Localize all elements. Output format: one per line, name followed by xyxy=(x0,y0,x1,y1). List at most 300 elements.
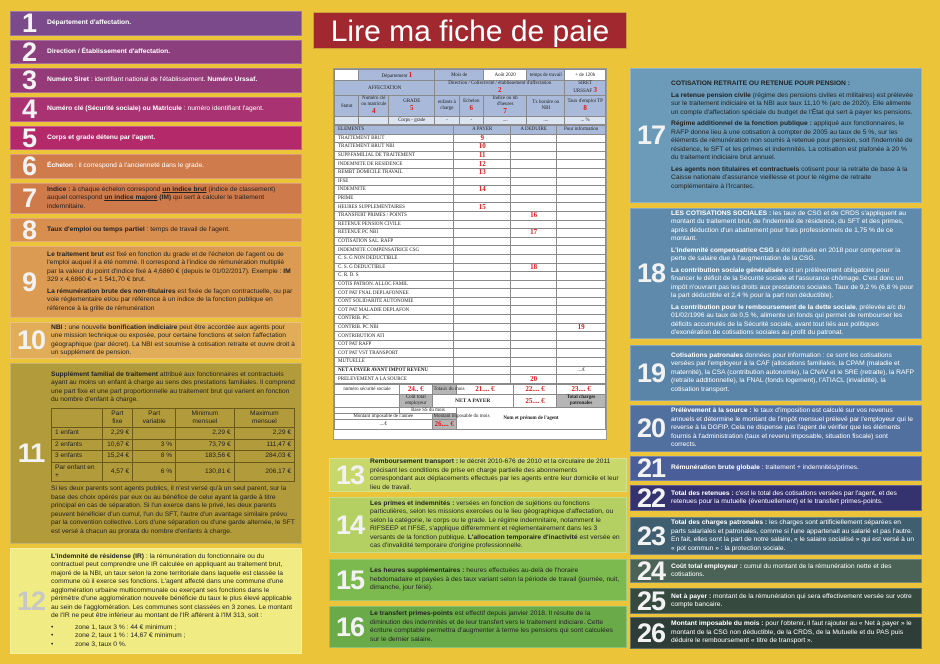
text-segment: : il correspond à l'ancienneté dans le grade. xyxy=(73,162,205,170)
amount-cell xyxy=(557,280,606,289)
cell-text: Direction / Collectivité / établissement d'affectation xyxy=(448,81,552,86)
amount-cell xyxy=(557,143,606,152)
amount-cell xyxy=(454,229,511,238)
section-13 xyxy=(329,458,627,492)
paragraph xyxy=(370,500,620,551)
column-headers xyxy=(335,126,606,135)
paragraph xyxy=(370,458,620,492)
payslip-cell: Montant imposable du mois xyxy=(433,413,490,419)
bold-text: Net à payer : xyxy=(671,592,712,600)
section-5 xyxy=(10,122,302,153)
bold-text: Total des charges patronales : xyxy=(671,519,768,526)
section-text xyxy=(671,352,921,395)
text-segment: : identifiant national de l'établissement. xyxy=(89,76,208,84)
section-text xyxy=(671,593,921,610)
cell-text: SIRET xyxy=(578,81,593,86)
section-number: 9 xyxy=(21,266,37,297)
amount-cell: 16 xyxy=(511,211,557,220)
amount-cell xyxy=(557,160,606,169)
bold-text: Cotisations patronales xyxy=(671,351,744,359)
element-label: RETENUE PENSION CIVILE xyxy=(335,220,454,229)
bold-text: L'allocation temporaire d'inactivité xyxy=(467,533,578,541)
bold-text: Montant imposable du mois : xyxy=(671,620,764,628)
payslip-row xyxy=(335,289,606,298)
section-7 xyxy=(10,183,302,214)
section-26 xyxy=(630,617,922,649)
section-text xyxy=(671,464,921,473)
section-number: 17 xyxy=(636,120,666,150)
table-cell: 10,67 € xyxy=(102,439,133,450)
marker-number: 1 xyxy=(408,71,413,79)
section-number: 26 xyxy=(636,617,666,648)
section-23 xyxy=(630,517,922,555)
text-segment: (régime des pensions civiles et militaires) est prélevée sur le traitement indiciaire et la NBI aux taux 11,10 % (a/c de 2020). Elle alimente un compte d'affectation spéciale du budget de l'État qui sert à payer les pensions. xyxy=(671,91,913,116)
amount-cell: 19 xyxy=(557,323,606,332)
table-cell: 3 enfants xyxy=(52,451,103,462)
element-label: REMBT DOMICILE TRAVAIL xyxy=(335,168,454,177)
bold-text: COTISATION RETRAITE OU RETENUE POUR PENSION : xyxy=(671,80,850,87)
element-label: COT PAT VST TRANSPORT xyxy=(335,349,454,358)
section-text xyxy=(47,134,301,143)
amount-cell xyxy=(557,134,606,143)
amount-cell xyxy=(511,306,557,315)
table-cell: 73,79 € xyxy=(176,439,235,450)
payslip-cell: Statut xyxy=(335,96,359,117)
paragraph xyxy=(671,120,915,163)
text-segment: (indice de classement) auquel correspond xyxy=(47,185,276,202)
section-number: 16 xyxy=(335,611,365,642)
section-text xyxy=(671,563,921,580)
section-15 xyxy=(329,559,627,601)
payslip-cell xyxy=(389,96,435,117)
amount-cell xyxy=(557,297,606,306)
amount-cell xyxy=(454,194,511,203)
section-number: 5 xyxy=(21,122,37,153)
paragraph xyxy=(671,166,915,192)
bold-text: LES COTISATIONS SOCIALES : xyxy=(671,209,772,217)
amount-cell xyxy=(557,375,606,384)
bold-text: Corps et grade détenu par l'agent. xyxy=(47,133,156,141)
payslip-row xyxy=(335,340,606,349)
text-segment: est fixée de façon contractuelle, ou par voie réglementaire et/ou par référence à un indice de la fonction publique en référence à la grille de rémunération xyxy=(47,287,293,312)
amount-cell xyxy=(511,272,557,281)
text-segment: appliqué aux fonctionnaires, le RAFP donne lieu à une cotisation à compter de 2005 au taux de 5 %, sur les éléments de rémunération non soumis à retenue pour pension, soit l'indemnité de résidence, le SFT et les primes et indemnités. La cotisation est plafonée à 20 % du traitement indiciaire brut annuel. xyxy=(671,120,913,161)
element-label: CONT SOLIDARITE AUTONOMIE xyxy=(335,297,454,306)
bold-text: bonification indiciaire xyxy=(108,323,178,331)
section-1 xyxy=(10,8,302,38)
cell-text: Echelon xyxy=(463,99,480,104)
cell-text: Indice ou nb d'heures xyxy=(492,96,518,107)
payslip-cell: enfants à charge xyxy=(435,96,459,117)
text-segment: qui sert à calculer le traitement indemnitaire. xyxy=(47,194,265,210)
bold-text: Régime additionnel de la fonction publique : xyxy=(671,120,812,127)
amount-cell: ....€ xyxy=(557,366,606,375)
amount-cell xyxy=(511,366,557,375)
paragraph xyxy=(51,324,295,358)
bold-text: un indice majoré xyxy=(104,194,158,202)
section-number: 13 xyxy=(335,459,365,490)
paragraph xyxy=(47,76,295,85)
bold-text: NBI : xyxy=(51,323,67,331)
payslip-cell xyxy=(483,96,526,117)
payslip-header xyxy=(334,69,606,125)
section-text xyxy=(47,105,301,114)
paragraph xyxy=(370,610,620,644)
paragraph xyxy=(51,553,295,621)
amount-cell: 14 xyxy=(454,186,511,195)
bold-text: un indice brut xyxy=(162,185,207,193)
section-9 xyxy=(10,246,302,318)
amount-cell xyxy=(511,143,557,152)
payslip xyxy=(333,68,607,440)
section-number: 7 xyxy=(21,183,37,213)
payslip-cell: Nom et prénom de l'agent xyxy=(456,407,605,429)
amount-cell xyxy=(511,134,557,143)
bold-text: La contribution sociale généralisée xyxy=(671,266,783,274)
text-segment: : temps de travail de l'agent. xyxy=(144,225,231,233)
section-text xyxy=(671,407,921,450)
bold-text: L'indemnité compensatrice CSG xyxy=(671,246,774,254)
amount-cell: 18 xyxy=(511,263,557,272)
amount-cell: 13 xyxy=(454,168,511,177)
section-14 xyxy=(329,497,627,553)
payslip-cell xyxy=(565,96,606,117)
text-segment: cotisent pour la retraite de base à la Caisse nationale d'assurance vieillesse et pour le régime de retraite complémentaire à l'Ircantec. xyxy=(671,165,908,190)
amount-cell xyxy=(557,246,606,255)
sft-table xyxy=(51,408,295,483)
bold-text: Indice : xyxy=(47,185,71,193)
element-label: SUPP.FAMILIAL DE TRAITEMENT xyxy=(335,151,454,160)
payslip-row xyxy=(335,246,606,255)
paragraph xyxy=(671,620,915,646)
table-cell: Par enfant en + xyxy=(52,462,103,482)
element-label: PRELEVEMENT A LA SOURCE xyxy=(335,375,454,384)
payslip-cell: AFFECTATION xyxy=(335,81,435,96)
amount-cell xyxy=(557,289,606,298)
paragraph xyxy=(47,288,295,314)
bold-text: Total des retenues : xyxy=(671,489,734,497)
text-segment: à chaque échelon correspond xyxy=(70,185,163,193)
element-label: RETENUE PC NBI xyxy=(335,229,454,238)
payslip-cell: ... % xyxy=(565,117,606,125)
table-cell: 111,47 € xyxy=(234,439,294,450)
bold-text: La rémunération brute des non-titulaires xyxy=(47,287,176,295)
amount-cell xyxy=(511,358,557,367)
table-header: Part fixe xyxy=(102,408,133,428)
amount-cell xyxy=(454,297,511,306)
bold-text: Les agents non titulaires et contractuels xyxy=(671,165,800,173)
text-segment: Si les deux parents sont agents publics, il n'est versé qu'à un seul parent, sur la base des choix opérés par eux ou au bénéfice de celui ayant la garde à titre principal en cas de séparation. Si l'un exerce dans le privé, les deux parents peuvent bénéficier d'un cumul, l'un du SFT, l'autre d'un avantage similaire prévu par la convention collective. Lors d'une séparation ou d'une garde alternée, le SFT est versé à chacun au prorata du nombre d'enfants à charge. xyxy=(51,485,295,535)
table-row xyxy=(52,462,295,482)
table-cell: 183,56 € xyxy=(176,451,235,462)
section-number: 10 xyxy=(16,325,46,355)
bold-text: Prélèvement à la source : xyxy=(671,407,752,415)
section-number: 1 xyxy=(21,8,37,38)
text-segment: : numéro identifiant l'agent. xyxy=(181,105,264,113)
bold-text: Direction / Établissement d'affectation. xyxy=(47,47,171,55)
amount-cell xyxy=(454,306,511,315)
table-cell: 15,24 € xyxy=(102,451,133,462)
element-label: C. S. G NON DEDUCTIBLE xyxy=(335,254,454,263)
payslip-row xyxy=(335,229,606,238)
bold-text: Département d'affectation. xyxy=(47,19,132,27)
list-text: zone 2, taux 1 % : 14,67 € minimum ; xyxy=(75,632,186,640)
payslip-cell xyxy=(359,117,389,125)
text-segment: le décrét 2010-676 de 2010 et la circulaire de 2011 précisant les conditions de prise en charge partielle des abonnements correspondant aux déplacements effectués par les agents entre leur domicile et leur lieu de travail. xyxy=(370,458,619,491)
amount-cell xyxy=(454,263,511,272)
payslip-row xyxy=(335,306,606,315)
paragraph xyxy=(51,485,295,536)
section-text xyxy=(671,80,921,191)
payslip-cell: Base SS du mois xyxy=(400,407,457,413)
payslip-row xyxy=(335,151,606,160)
payslip-cell xyxy=(335,70,359,81)
text-segment: : la rémunération du fonctionnaire ou du contractuel peut comprendre une IR calculée en appliquant au traitement brut, majoré de la NBI, un taux selon la zone territoriale dans laquelle est classée la commune où il exerce ses fonctions. L'agent affecté dans une commune d'une agglomération urbaine multicommunale ou exerçant ses fonctions dans le périmètre d'une agglomération nouvelle bénéficie du taux le plus élevé applicable au sein de l'agglomération. Les communes sont classées en 3 zones. Le montant de l'IR ne peut être inférieur au montant de l'IR afférent à l'IM 313, soit : xyxy=(51,552,293,620)
amount-cell xyxy=(557,203,606,212)
amount-cell xyxy=(511,289,557,298)
section-number: 25 xyxy=(636,585,666,616)
marker-number: 7 xyxy=(503,107,507,115)
amount-cell xyxy=(557,340,606,349)
column-header: A DEDUIRE xyxy=(511,126,557,135)
amount-cell xyxy=(557,358,606,367)
amount-cell xyxy=(454,211,511,220)
amount-cell xyxy=(511,349,557,358)
section-22 xyxy=(630,482,922,513)
payslip-cell: 22.... € xyxy=(513,384,556,394)
section-number: 22 xyxy=(636,482,666,513)
amount-cell xyxy=(557,349,606,358)
text-segment: , prélevée a/c du 01/02/1996 au taux de 0,5 %, alimente un fonds qui permet de rembourser les déficits accumulés de la Sécurité sociale, avant tout liés aux politiques d'exonération de cotisations sociales au profit du patronat. xyxy=(671,303,906,336)
marker-number: 2 xyxy=(498,86,502,94)
amount-cell xyxy=(454,366,511,375)
amount-cell xyxy=(557,151,606,160)
amount-cell: 17 xyxy=(511,229,557,238)
element-label: TRAITEMENT BRUT NBI xyxy=(335,143,454,152)
section-24 xyxy=(630,555,922,586)
table-cell xyxy=(133,428,176,439)
payslip-row xyxy=(335,315,606,324)
element-label: IFSE xyxy=(335,177,454,186)
marker-number: 5 xyxy=(409,104,414,112)
table-cell: 3 % xyxy=(133,439,176,450)
section-text xyxy=(671,519,921,553)
payslip-row xyxy=(335,168,606,177)
cell-text: URSSAF xyxy=(573,89,593,94)
section-text xyxy=(51,371,301,537)
paragraph xyxy=(671,352,915,395)
payslip-row xyxy=(335,160,606,169)
amount-cell xyxy=(511,186,557,195)
bold-text: Échelon xyxy=(47,162,74,170)
text-segment: a été instituée en 2018 pour compenser la perte de salaire due à l'augmentation de la CSG. xyxy=(671,246,901,262)
amount-cell xyxy=(511,220,557,229)
amount-cell xyxy=(454,272,511,281)
element-label: TRANSFERT PRIMES / POINTS xyxy=(335,211,454,220)
bold-text: Rémunération brute globale xyxy=(671,464,760,472)
payslip-row xyxy=(335,366,606,375)
payslip-cell xyxy=(359,70,435,81)
section-number: 21 xyxy=(636,453,666,483)
section-text xyxy=(671,620,921,646)
amount-cell xyxy=(454,220,511,229)
payslip-cell: 21.... € xyxy=(456,384,513,394)
element-label: CONTRIB. PC NBI xyxy=(335,323,454,332)
amount-cell: 12 xyxy=(454,160,511,169)
section-25 xyxy=(630,585,922,616)
amount-cell xyxy=(454,349,511,358)
element-label: HEURES SUPPLEMENTAIRES xyxy=(335,203,454,212)
payslip-row xyxy=(335,186,606,195)
amount-cell: 20 xyxy=(511,375,557,384)
amount-cell xyxy=(454,340,511,349)
section-text xyxy=(47,226,301,235)
section-text xyxy=(47,19,301,28)
paragraph xyxy=(47,105,295,114)
payslip-cell xyxy=(359,96,389,117)
amount-cell xyxy=(454,358,511,367)
element-label: C. S. G DEDUCTIBLE xyxy=(335,263,454,272)
section-number: 3 xyxy=(21,65,37,95)
section-2 xyxy=(10,36,302,67)
column-header: A PAYER xyxy=(454,126,511,135)
payslip-cell: Totaux du mois xyxy=(432,384,456,394)
payslip-cell: 26.... € xyxy=(432,419,456,429)
payslip-row xyxy=(335,263,606,272)
payslip-cell xyxy=(565,81,606,96)
column-header: Pour information xyxy=(557,126,606,135)
table-cell: 284,03 € xyxy=(234,451,294,462)
payslip-cell: - xyxy=(435,117,459,125)
paragraph xyxy=(47,251,295,285)
amount-cell: 15 xyxy=(454,203,511,212)
amount-cell xyxy=(511,254,557,263)
payslip-row xyxy=(335,272,606,281)
amount-cell xyxy=(557,263,606,272)
payslip-cell: + de 120h xyxy=(565,70,606,81)
section-20 xyxy=(630,405,922,452)
amount-cell xyxy=(511,194,557,203)
text-segment: peut être accordée aux agents pour une mission technique ou exposée, pour certaine fonctions et selon l'affectation géographique (par décret). La NBI est soumise à cotisation retraite et ouvre droit à un supplément de pension. xyxy=(51,323,295,356)
payslip-row xyxy=(335,280,606,289)
cell-text: GRADE xyxy=(403,99,421,104)
text-segment: montant de la rémunération qui sera effectivement versée sur votre compte bancaire. xyxy=(671,592,912,608)
payslip-cell: Tx horaire ou NBI xyxy=(527,96,565,117)
amount-cell xyxy=(557,229,606,238)
amount-cell xyxy=(557,315,606,324)
amount-cell xyxy=(454,315,511,324)
payslip-cell: .... xyxy=(527,117,565,125)
text-segment: c'est le total des cotisations versées par l'agent, et des retenues pour la mutuelle (éventuellement) et le transfert primes-points. xyxy=(671,489,897,505)
table-cell: 8 % xyxy=(133,451,176,462)
table-cell: 2,29 € xyxy=(102,428,133,439)
section-18 xyxy=(630,208,922,339)
marker-number: 3 xyxy=(593,86,597,94)
section-number: 12 xyxy=(16,585,46,616)
amount-cell xyxy=(511,340,557,349)
section-17 xyxy=(630,68,922,203)
paragraph xyxy=(671,92,915,118)
bold-text: Le transfert primes-points xyxy=(370,610,453,617)
section-number: 14 xyxy=(335,509,365,540)
payslip-cell xyxy=(435,81,565,96)
amount-cell xyxy=(511,203,557,212)
payslip-row xyxy=(335,254,606,263)
section-number: 18 xyxy=(636,258,666,288)
element-label: COT PAT FNAL DEPLAFONNEE xyxy=(335,289,454,298)
bold-text: Numéro clé (Sécurité sociale) ou Matricule xyxy=(47,105,182,113)
marker-number: 6 xyxy=(469,104,474,112)
paragraph xyxy=(671,407,915,450)
amount-cell xyxy=(454,246,511,255)
payslip-cell: 24.. € xyxy=(400,384,433,394)
bold-text: L'indemnité de résidense (IR) xyxy=(51,552,145,560)
text-segment: pour l'obtenir, il faut rajouter au « Net à payer » le montant de la CSG non déductible, de la CRDS, de la Mutuelle et du PAS puis déduire le remboursement « titre de transport ». xyxy=(671,620,912,645)
element-label: NET A PAYER AVANT IMPOT REVENU xyxy=(335,366,454,375)
element-label: MUTUELLE xyxy=(335,358,454,367)
paragraph xyxy=(671,593,915,610)
amount-cell xyxy=(454,280,511,289)
bold-text: Numéro Urssaf. xyxy=(207,76,258,84)
table-cell: 2,29 € xyxy=(176,428,235,439)
amount-cell xyxy=(557,194,606,203)
payslip-row xyxy=(335,211,606,220)
section-text xyxy=(47,48,301,57)
bold-text: La retenue pension civile xyxy=(671,91,751,99)
table-cell: 206,17 € xyxy=(234,462,294,482)
text-segment: est versée en cas d'invalidité temporaire d'origine professionnelle. xyxy=(370,533,620,549)
bold-text: Remboursement transport : xyxy=(370,458,459,465)
page-title: Lire ma fiche de paie xyxy=(313,12,627,49)
amount-cell xyxy=(511,332,557,341)
text-segment: attribué aux fonctionnaires et contractuels ayant au moins un enfant à charge au sens des prestations familiales. Il comprend une part fixe et une part proportionnelle au traitement brut qui varient en fonction du nombre d'enfant à charge. xyxy=(51,370,295,404)
section-text xyxy=(47,76,301,85)
section-12 xyxy=(10,548,302,654)
paragraph xyxy=(671,247,915,264)
amount-cell xyxy=(511,323,557,332)
amount-cell xyxy=(557,177,606,186)
payslip-row xyxy=(335,297,606,306)
amount-cell xyxy=(557,254,606,263)
paragraph xyxy=(671,267,915,301)
paragraph xyxy=(47,19,295,28)
text-segment: est un prélèvement obligatoire pour financer le déficit de la Sécurité sociale et l'assurance chômage. C'est donc un impôt n'ouvrant pas les droits aux prestations sociales. Taux de 9,2 % (6,8 % pour la part déductible et 2,4 % pour la part non déductible). xyxy=(671,266,914,299)
payslip-row xyxy=(335,237,606,246)
amount-cell: 9 xyxy=(454,134,511,143)
table-cell: 2,29 € xyxy=(234,428,294,439)
section-text xyxy=(47,162,301,171)
element-label: INDEMNITE DE RESIDENCE xyxy=(335,160,454,169)
text-segment: les taux de CSG et de CRDS s'appliquent au montant du traitement brut, de l'indemnité de résidence, du SFT et des primes, après déduction d'un abattement pour frais professionnels de 1,75 % de ce montant. xyxy=(671,209,906,242)
bold-text: (IM) xyxy=(157,194,172,202)
payslip-cell xyxy=(335,117,359,125)
section-number: 2 xyxy=(21,36,37,67)
paragraph xyxy=(47,48,295,57)
paragraph xyxy=(370,567,620,593)
amount-cell xyxy=(454,323,511,332)
paragraph xyxy=(47,226,295,235)
payslip-row xyxy=(335,220,606,229)
column-header: ELEMENTS xyxy=(335,126,454,135)
payslip-row xyxy=(335,349,606,358)
cell-text: Numéro clé ou matricule xyxy=(361,96,387,107)
payslip-elements-table xyxy=(334,125,606,384)
paragraph xyxy=(671,490,915,507)
element-label: COT PAT MALADIE DEPLAFON xyxy=(335,306,454,315)
text-segment: : traitement + indemnités/primes. xyxy=(759,464,859,472)
payslip-cell xyxy=(335,394,400,407)
text-segment: données pour information : ce sont les cotisations versées par l'employeur à la CAF (allocations familiales, la CPAM (maladie et maternité), la CSA (contribution autonomie), la CNAV et le SRE (retraite), la RAFP (retraite additionnelle), la FNAL (fonds logement), l'ATIACL (invalidité), la cotisation transport. xyxy=(671,351,914,393)
